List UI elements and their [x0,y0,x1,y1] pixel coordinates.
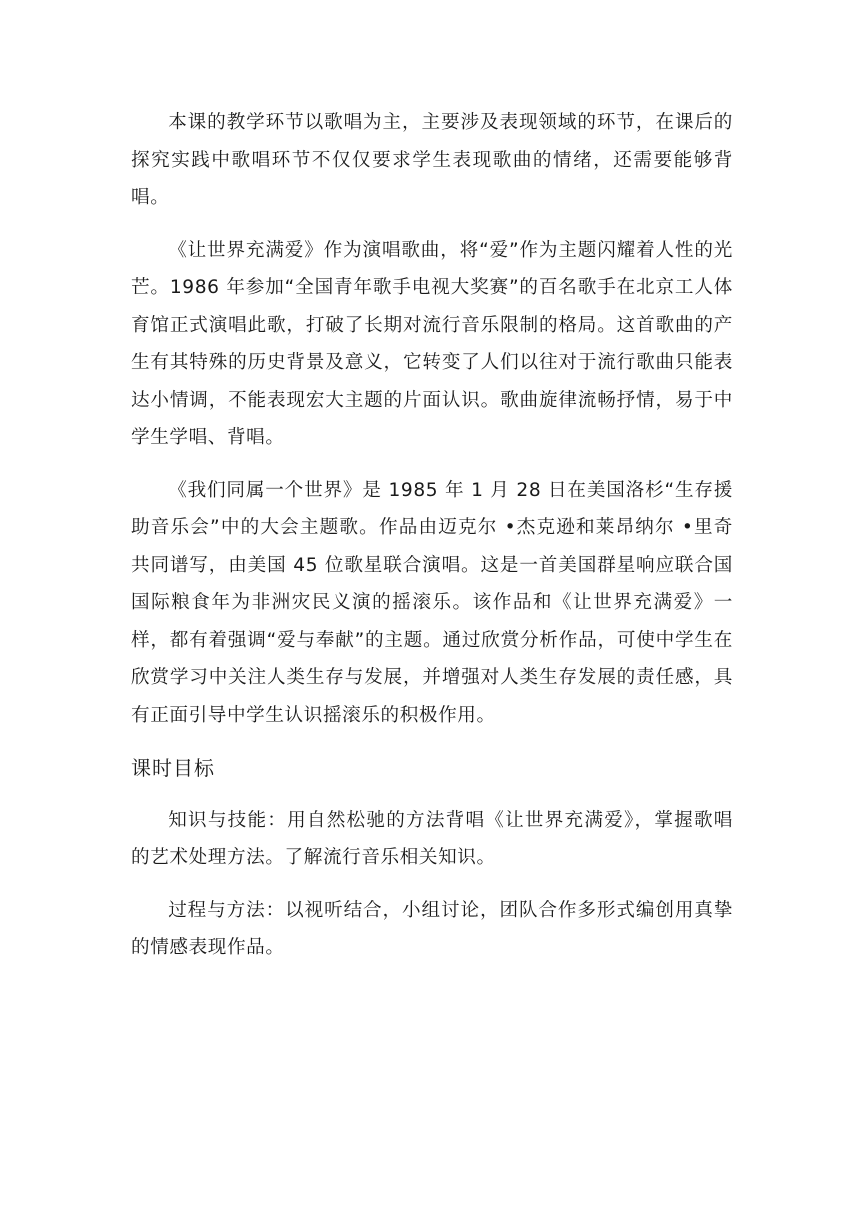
paragraph-song-we-are-the-world: 《我们同属一个世界》是 1985 年 1 月 28 日在美国洛杉“生存援助音乐会”中的大会主题歌。作品由迈克尔 •杰克逊和莱昂纳尔 •里奇共同谱写，由美国 45 位歌星联合演唱。这是一首美国群星响应联合国国际粮食年为非洲灾民义演的摇滚乐。该作品和《让世界充满爱》一样，都有着强调“爱与奉献”的主题。通过欣赏分析作品，可使中学生在欣赏学习中关注人类生存与发展，并增强对人类生存发展的责任感，具有正面引导中学生认识摇滚乐的积极作用。 [131,479,733,726]
section-heading-lesson-goals: 课时目标 [131,756,215,780]
paragraph-teaching-approach: 本课的教学环节以歌唱为主，主要涉及表现领域的环节，在课后的探究实践中歌唱环节不仅仅要求学生表现歌曲的情绪，还需要能够背唱。 [131,112,733,208]
objective-knowledge-skills: 知识与技能：用自然松驰的方法背唱《让世界充满爱》，掌握歌唱的艺术处理方法。了解流行音乐相关知识。 [131,809,733,868]
document-page [131,104,733,967]
paragraph-song-love-the-world: 《让世界充满爱》作为演唱歌曲，将“爱”作为主题闪耀着人性的光芒。1986 年参加“全国青年歌手电视大奖赛”的百名歌手在北京工人体育馆正式演唱此歌，打破了长期对流行音乐限制的格局。这首歌曲的产生有其特殊的历史背景及意义，它转变了人们以往对于流行歌曲只能表达小情调，不能表现宏大主题的片面认识。歌曲旋律流畅抒情，易于中学生学唱、背唱。 [131,239,733,448]
objective-process-methods: 过程与方法：以视听结合，小组讨论，团队合作多形式编创用真挚的情感表现作品。 [131,899,733,958]
